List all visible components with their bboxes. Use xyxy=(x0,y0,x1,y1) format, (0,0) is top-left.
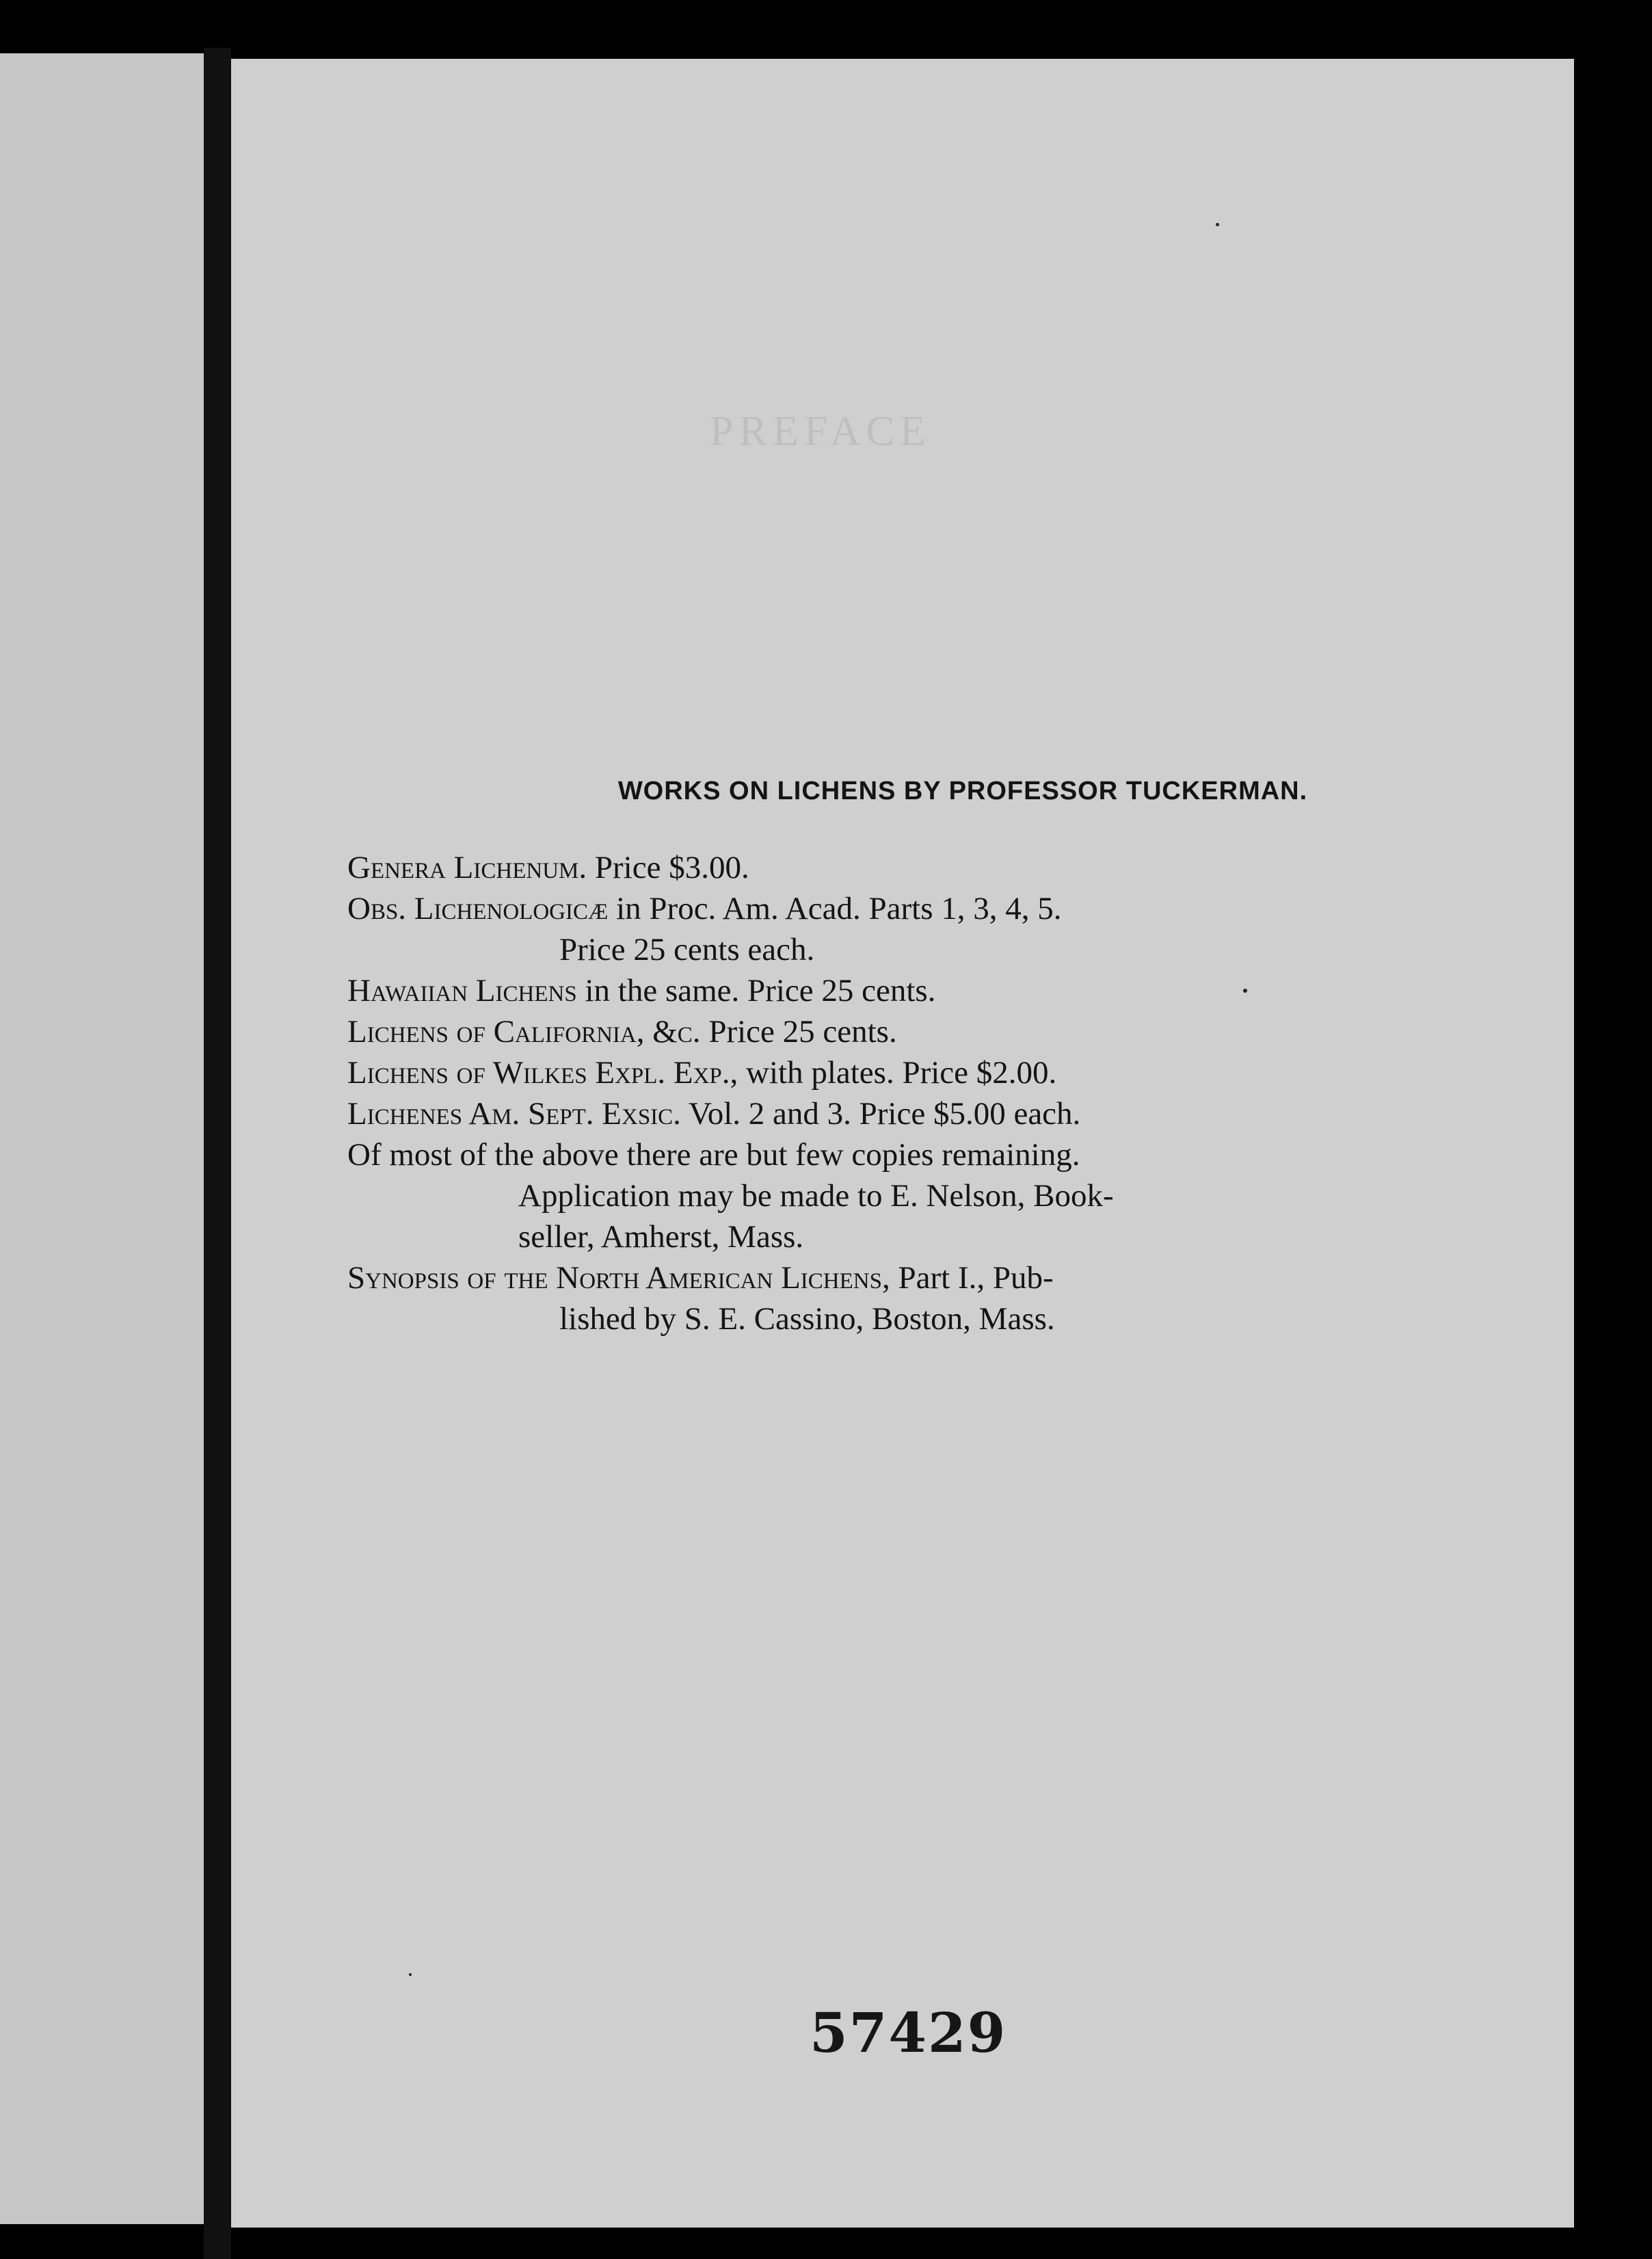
entry-hawaiian-lichens xyxy=(347,970,1517,1011)
facing-page xyxy=(0,53,204,2224)
bleed-through-text: PREFACE xyxy=(710,408,931,455)
entry-obs-lichenologicae xyxy=(347,888,1517,970)
advertisement-block xyxy=(347,777,1517,1339)
entry-continuation: Price 25 cents each. xyxy=(559,932,815,967)
entry-lichens-of-california xyxy=(347,1011,1517,1052)
entry-text: with plates. Price $2.00. xyxy=(738,1055,1057,1091)
entry-title: Lichens of California, &c. xyxy=(347,1014,701,1050)
entry-genera-lichenum xyxy=(347,847,1517,888)
entry-text: Price $3.00. xyxy=(587,850,749,885)
dust-speck xyxy=(1243,989,1247,993)
entry-text: Of most of the above there are but few copies remaining. xyxy=(347,1137,1080,1173)
page-heading: WORKS ON LICHENS BY PROFESSOR TUCKERMAN. xyxy=(617,777,1308,805)
accession-number: 57429 xyxy=(810,2001,1007,2065)
entry-text: Vol. 2 and 3. Price $5.00 each. xyxy=(680,1096,1081,1132)
entry-text: Part I., Pub- xyxy=(890,1260,1054,1296)
entry-text: Price 25 cents. xyxy=(700,1014,897,1050)
entry-availability-note xyxy=(347,1134,1517,1257)
entry-title: Lichens of Wilkes Expl. Exp., xyxy=(347,1055,738,1091)
dust-speck xyxy=(1216,223,1219,226)
dust-speck xyxy=(409,1973,412,1976)
entry-synopsis xyxy=(347,1257,1517,1339)
entry-continuation: Application may be made to E. Nelson, Book- xyxy=(518,1178,1114,1214)
entry-continuation: lished by S. E. Cassino, Boston, Mass. xyxy=(559,1301,1055,1337)
entry-title: Synopsis of the North American Lichens, xyxy=(347,1260,890,1296)
page xyxy=(231,59,1574,2228)
entry-continuation-2: seller, Amherst, Mass. xyxy=(518,1219,804,1255)
entry-lichenes-am-sept xyxy=(347,1093,1517,1134)
entry-lichens-wilkes xyxy=(347,1052,1517,1093)
entry-title: Genera Lichenum. xyxy=(347,850,587,885)
book-spine xyxy=(204,48,231,2259)
entry-title: Obs. Lichenologicæ xyxy=(347,891,609,926)
entry-text: in Proc. Am. Acad. Parts 1, 3, 4, 5. xyxy=(608,891,1062,926)
entry-text: in the same. Price 25 cents. xyxy=(576,973,936,1008)
entry-title: Lichenes Am. Sept. Exsic. xyxy=(347,1096,681,1132)
entry-title: Hawaiian Lichens xyxy=(347,973,577,1008)
